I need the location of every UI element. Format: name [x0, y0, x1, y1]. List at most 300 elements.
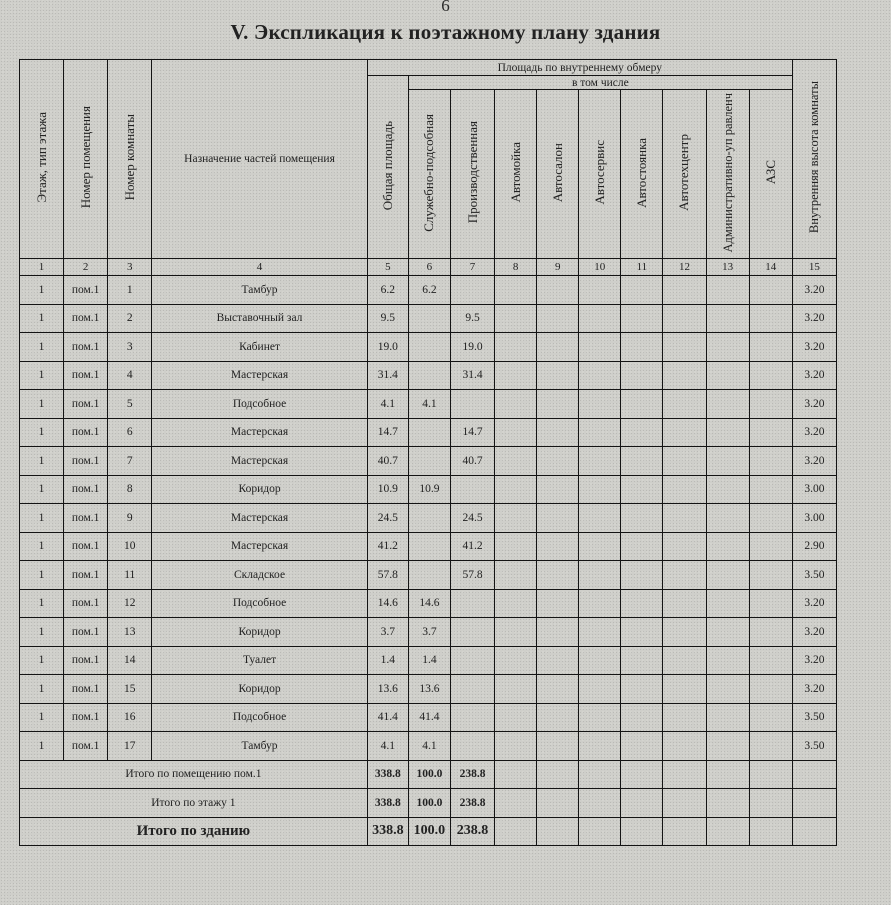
empty-cell	[663, 817, 706, 846]
empty-cell	[749, 504, 792, 533]
empty-cell	[537, 532, 579, 561]
empty-cell	[495, 646, 537, 675]
table-row	[20, 675, 837, 704]
empty-cell	[495, 504, 537, 533]
room-cell: 4	[108, 361, 152, 390]
empty-cell	[495, 390, 537, 419]
total-area-cell: 41.4	[367, 703, 408, 732]
empty-cell	[706, 447, 749, 476]
empty-cell	[749, 361, 792, 390]
empty-cell	[749, 447, 792, 476]
empty-cell	[537, 561, 579, 590]
service-area-cell	[408, 532, 450, 561]
total-area-cell: 4.1	[367, 732, 408, 761]
total-area-cell: 4.1	[367, 390, 408, 419]
total-area-cell: 13.6	[367, 675, 408, 704]
total-area-cell: 1.4	[367, 646, 408, 675]
height-cell: 3.20	[792, 333, 836, 362]
production-area-cell: 40.7	[450, 447, 494, 476]
floor-cell: 1	[20, 618, 64, 647]
service-area-cell: 4.1	[408, 732, 450, 761]
empty-cell	[621, 304, 663, 333]
total-area-cell: 6.2	[367, 276, 408, 305]
premise-cell: пом.1	[64, 333, 108, 362]
production-area-cell	[450, 475, 494, 504]
column-number: 7	[450, 259, 494, 276]
explication-table	[19, 59, 837, 846]
floor-cell: 1	[20, 333, 64, 362]
total-label: Итого по помещению пом.1	[20, 760, 368, 789]
empty-cell	[537, 732, 579, 761]
empty-cell	[621, 760, 663, 789]
premise-cell: пом.1	[64, 504, 108, 533]
name-cell: Подсобное	[152, 589, 368, 618]
empty-cell	[537, 333, 579, 362]
empty-cell	[621, 618, 663, 647]
empty-cell	[663, 390, 706, 419]
service-area-cell: 3.7	[408, 618, 450, 647]
header-room-number: Номер комнаты	[108, 60, 152, 259]
empty-cell	[537, 276, 579, 305]
empty-cell	[537, 703, 579, 732]
height-cell: 3.00	[792, 504, 836, 533]
empty-cell	[792, 817, 836, 846]
height-cell: 2.90	[792, 532, 836, 561]
empty-cell	[621, 390, 663, 419]
height-cell: 3.20	[792, 276, 836, 305]
empty-cell	[495, 333, 537, 362]
empty-cell	[706, 817, 749, 846]
empty-cell	[663, 646, 706, 675]
column-number-row	[20, 259, 837, 276]
total-area-cell: 3.7	[367, 618, 408, 647]
table-row	[20, 333, 837, 362]
empty-cell	[537, 589, 579, 618]
empty-cell	[579, 333, 621, 362]
room-cell: 2	[108, 304, 152, 333]
empty-cell	[579, 675, 621, 704]
total-label: Итого по зданию	[20, 817, 368, 846]
header-floor: Этаж, тип этажа	[20, 60, 64, 259]
empty-cell	[537, 418, 579, 447]
empty-cell	[621, 333, 663, 362]
premise-cell: пом.1	[64, 304, 108, 333]
name-cell: Мастерская	[152, 504, 368, 533]
name-cell: Мастерская	[152, 447, 368, 476]
header-row-1	[20, 60, 837, 76]
service-area-cell: 4.1	[408, 390, 450, 419]
table-row	[20, 475, 837, 504]
empty-cell	[579, 504, 621, 533]
premise-cell: пом.1	[64, 418, 108, 447]
total-area-cell: 338.8	[367, 760, 408, 789]
total-area-cell: 338.8	[367, 817, 408, 846]
empty-cell	[537, 304, 579, 333]
empty-cell	[706, 703, 749, 732]
page-number: 6	[441, 0, 450, 15]
header-purpose: Назначение частей помещения	[152, 60, 368, 259]
room-cell: 15	[108, 675, 152, 704]
name-cell: Мастерская	[152, 361, 368, 390]
empty-cell	[792, 760, 836, 789]
empty-cell	[621, 276, 663, 305]
empty-cell	[537, 475, 579, 504]
production-area-cell: 238.8	[450, 789, 494, 818]
premise-cell: пом.1	[64, 732, 108, 761]
empty-cell	[706, 504, 749, 533]
table-row	[20, 418, 837, 447]
empty-cell	[706, 475, 749, 504]
production-area-cell: 9.5	[450, 304, 494, 333]
table-row	[20, 732, 837, 761]
empty-cell	[663, 675, 706, 704]
empty-cell	[749, 304, 792, 333]
height-cell: 3.20	[792, 361, 836, 390]
name-cell: Туалет	[152, 646, 368, 675]
empty-cell	[495, 618, 537, 647]
table-row	[20, 589, 837, 618]
empty-cell	[495, 361, 537, 390]
production-area-cell: 14.7	[450, 418, 494, 447]
empty-cell	[537, 675, 579, 704]
column-number: 6	[408, 259, 450, 276]
room-cell: 16	[108, 703, 152, 732]
empty-cell	[579, 276, 621, 305]
production-area-cell: 238.8	[450, 817, 494, 846]
empty-cell	[537, 618, 579, 647]
empty-cell	[663, 276, 706, 305]
empty-cell	[579, 532, 621, 561]
empty-cell	[621, 418, 663, 447]
premise-cell: пом.1	[64, 589, 108, 618]
floor-cell: 1	[20, 361, 64, 390]
name-cell: Подсобное	[152, 703, 368, 732]
empty-cell	[579, 618, 621, 647]
empty-cell	[749, 561, 792, 590]
empty-cell	[706, 589, 749, 618]
empty-cell	[663, 532, 706, 561]
column-number: 4	[152, 259, 368, 276]
height-cell: 3.20	[792, 304, 836, 333]
room-cell: 6	[108, 418, 152, 447]
empty-cell	[579, 646, 621, 675]
premise-cell: пом.1	[64, 618, 108, 647]
empty-cell	[621, 532, 663, 561]
service-area-cell: 14.6	[408, 589, 450, 618]
empty-cell	[537, 504, 579, 533]
room-cell: 3	[108, 333, 152, 362]
total-area-cell: 10.9	[367, 475, 408, 504]
empty-cell	[579, 418, 621, 447]
table-row	[20, 561, 837, 590]
empty-cell	[495, 532, 537, 561]
service-area-cell	[408, 333, 450, 362]
floor-cell: 1	[20, 475, 64, 504]
empty-cell	[621, 817, 663, 846]
column-number: 13	[706, 259, 749, 276]
production-area-cell: 41.2	[450, 532, 494, 561]
empty-cell	[495, 447, 537, 476]
empty-cell	[663, 789, 706, 818]
service-area-cell: 1.4	[408, 646, 450, 675]
table-row	[20, 361, 837, 390]
empty-cell	[621, 703, 663, 732]
name-cell: Подсобное	[152, 390, 368, 419]
header-premise-number: Номер помещения	[64, 60, 108, 259]
floor-cell: 1	[20, 703, 64, 732]
floor-cell: 1	[20, 447, 64, 476]
header-area-group: Площадь по внутреннему обмеру	[367, 60, 792, 76]
table-row	[20, 276, 837, 305]
service-area-cell: 6.2	[408, 276, 450, 305]
total-area-cell: 24.5	[367, 504, 408, 533]
height-cell: 3.20	[792, 447, 836, 476]
height-cell: 3.20	[792, 618, 836, 647]
empty-cell	[749, 390, 792, 419]
empty-cell	[621, 561, 663, 590]
total-area-cell: 338.8	[367, 789, 408, 818]
empty-cell	[663, 504, 706, 533]
empty-cell	[749, 646, 792, 675]
column-number: 10	[579, 259, 621, 276]
floor-cell: 1	[20, 589, 64, 618]
floor-cell: 1	[20, 504, 64, 533]
service-area-cell	[408, 504, 450, 533]
premise-cell: пом.1	[64, 276, 108, 305]
empty-cell	[495, 475, 537, 504]
empty-cell	[579, 561, 621, 590]
production-area-cell: 31.4	[450, 361, 494, 390]
header-car-showroom: Автосалон	[537, 90, 579, 259]
floor-cell: 1	[20, 561, 64, 590]
empty-cell	[495, 304, 537, 333]
column-number: 9	[537, 259, 579, 276]
height-cell: 3.20	[792, 675, 836, 704]
empty-cell	[749, 589, 792, 618]
premise-cell: пом.1	[64, 561, 108, 590]
header-total-area: Общая площадь	[367, 76, 408, 259]
empty-cell	[537, 447, 579, 476]
header-car-service: Автосервис	[579, 90, 621, 259]
service-area-cell: 41.4	[408, 703, 450, 732]
floor-cell: 1	[20, 675, 64, 704]
header-gas-station: АЗС	[749, 90, 792, 259]
table-row	[20, 447, 837, 476]
table-row	[20, 532, 837, 561]
height-cell: 3.20	[792, 646, 836, 675]
total-row	[20, 789, 837, 818]
table-row	[20, 618, 837, 647]
empty-cell	[537, 817, 579, 846]
room-cell: 9	[108, 504, 152, 533]
room-cell: 12	[108, 589, 152, 618]
production-area-cell: 238.8	[450, 760, 494, 789]
empty-cell	[749, 333, 792, 362]
empty-cell	[579, 390, 621, 419]
height-cell: 3.00	[792, 475, 836, 504]
floor-cell: 1	[20, 390, 64, 419]
room-cell: 13	[108, 618, 152, 647]
service-area-cell	[408, 561, 450, 590]
production-area-cell: 57.8	[450, 561, 494, 590]
empty-cell	[579, 817, 621, 846]
total-row	[20, 760, 837, 789]
empty-cell	[749, 475, 792, 504]
empty-cell	[749, 789, 792, 818]
empty-cell	[579, 589, 621, 618]
name-cell: Коридор	[152, 475, 368, 504]
column-number: 8	[495, 259, 537, 276]
column-number: 1	[20, 259, 64, 276]
empty-cell	[579, 304, 621, 333]
empty-cell	[621, 447, 663, 476]
empty-cell	[621, 589, 663, 618]
total-row	[20, 817, 837, 846]
service-area-cell	[408, 418, 450, 447]
production-area-cell: 24.5	[450, 504, 494, 533]
production-area-cell	[450, 390, 494, 419]
height-cell: 3.20	[792, 390, 836, 419]
empty-cell	[537, 760, 579, 789]
header-service: Служебно-подсобная	[408, 90, 450, 259]
table-row	[20, 304, 837, 333]
floor-cell: 1	[20, 732, 64, 761]
empty-cell	[706, 390, 749, 419]
room-cell: 11	[108, 561, 152, 590]
production-area-cell	[450, 675, 494, 704]
empty-cell	[495, 760, 537, 789]
table-row	[20, 646, 837, 675]
name-cell: Коридор	[152, 618, 368, 647]
empty-cell	[749, 817, 792, 846]
empty-cell	[749, 703, 792, 732]
production-area-cell: 19.0	[450, 333, 494, 362]
room-cell: 1	[108, 276, 152, 305]
empty-cell	[621, 675, 663, 704]
room-cell: 8	[108, 475, 152, 504]
empty-cell	[706, 675, 749, 704]
production-area-cell	[450, 732, 494, 761]
production-area-cell	[450, 703, 494, 732]
table-row	[20, 703, 837, 732]
empty-cell	[663, 475, 706, 504]
premise-cell: пом.1	[64, 475, 108, 504]
premise-cell: пом.1	[64, 390, 108, 419]
service-area-cell: 100.0	[408, 760, 450, 789]
empty-cell	[663, 361, 706, 390]
height-cell: 3.50	[792, 732, 836, 761]
room-cell: 17	[108, 732, 152, 761]
empty-cell	[706, 532, 749, 561]
empty-cell	[663, 333, 706, 362]
premise-cell: пом.1	[64, 675, 108, 704]
empty-cell	[706, 361, 749, 390]
empty-cell	[579, 732, 621, 761]
name-cell: Выставочный зал	[152, 304, 368, 333]
production-area-cell	[450, 646, 494, 675]
room-cell: 7	[108, 447, 152, 476]
column-number: 12	[663, 259, 706, 276]
height-cell: 3.20	[792, 589, 836, 618]
header-including: в том числе	[408, 76, 792, 90]
column-number: 5	[367, 259, 408, 276]
name-cell: Мастерская	[152, 532, 368, 561]
empty-cell	[706, 646, 749, 675]
column-number: 15	[792, 259, 836, 276]
height-cell: 3.50	[792, 561, 836, 590]
floor-cell: 1	[20, 532, 64, 561]
empty-cell	[706, 789, 749, 818]
empty-cell	[663, 703, 706, 732]
empty-cell	[749, 760, 792, 789]
empty-cell	[579, 475, 621, 504]
height-cell: 3.20	[792, 418, 836, 447]
header-height: Внутренняя высота комнаты	[792, 60, 836, 259]
total-area-cell: 57.8	[367, 561, 408, 590]
premise-cell: пом.1	[64, 361, 108, 390]
empty-cell	[495, 418, 537, 447]
empty-cell	[663, 589, 706, 618]
name-cell: Коридор	[152, 675, 368, 704]
empty-cell	[663, 760, 706, 789]
total-area-cell: 31.4	[367, 361, 408, 390]
empty-cell	[537, 361, 579, 390]
room-cell: 14	[108, 646, 152, 675]
premise-cell: пом.1	[64, 447, 108, 476]
empty-cell	[495, 561, 537, 590]
empty-cell	[495, 675, 537, 704]
empty-cell	[579, 447, 621, 476]
premise-cell: пом.1	[64, 646, 108, 675]
name-cell: Складское	[152, 561, 368, 590]
empty-cell	[621, 789, 663, 818]
service-area-cell: 13.6	[408, 675, 450, 704]
empty-cell	[663, 561, 706, 590]
service-area-cell: 100.0	[408, 789, 450, 818]
empty-cell	[537, 390, 579, 419]
table-row	[20, 504, 837, 533]
empty-cell	[621, 504, 663, 533]
empty-cell	[749, 618, 792, 647]
service-area-cell: 10.9	[408, 475, 450, 504]
empty-cell	[663, 618, 706, 647]
name-cell: Тамбур	[152, 732, 368, 761]
room-cell: 5	[108, 390, 152, 419]
empty-cell	[495, 789, 537, 818]
empty-cell	[706, 618, 749, 647]
page-title: V. Экспликация к поэтажному плану здания	[230, 20, 661, 44]
empty-cell	[495, 276, 537, 305]
room-cell: 10	[108, 532, 152, 561]
total-area-cell: 40.7	[367, 447, 408, 476]
header-admin: Административно-уп равленч	[706, 90, 749, 259]
empty-cell	[495, 732, 537, 761]
floor-cell: 1	[20, 276, 64, 305]
empty-cell	[537, 789, 579, 818]
empty-cell	[749, 532, 792, 561]
total-area-cell: 19.0	[367, 333, 408, 362]
empty-cell	[663, 732, 706, 761]
header-production: Производственная	[450, 90, 494, 259]
column-number: 2	[64, 259, 108, 276]
empty-cell	[621, 646, 663, 675]
premise-cell: пом.1	[64, 703, 108, 732]
empty-cell	[579, 760, 621, 789]
header-carwash: Автомойка	[495, 90, 537, 259]
name-cell: Кабинет	[152, 333, 368, 362]
empty-cell	[749, 732, 792, 761]
empty-cell	[749, 675, 792, 704]
